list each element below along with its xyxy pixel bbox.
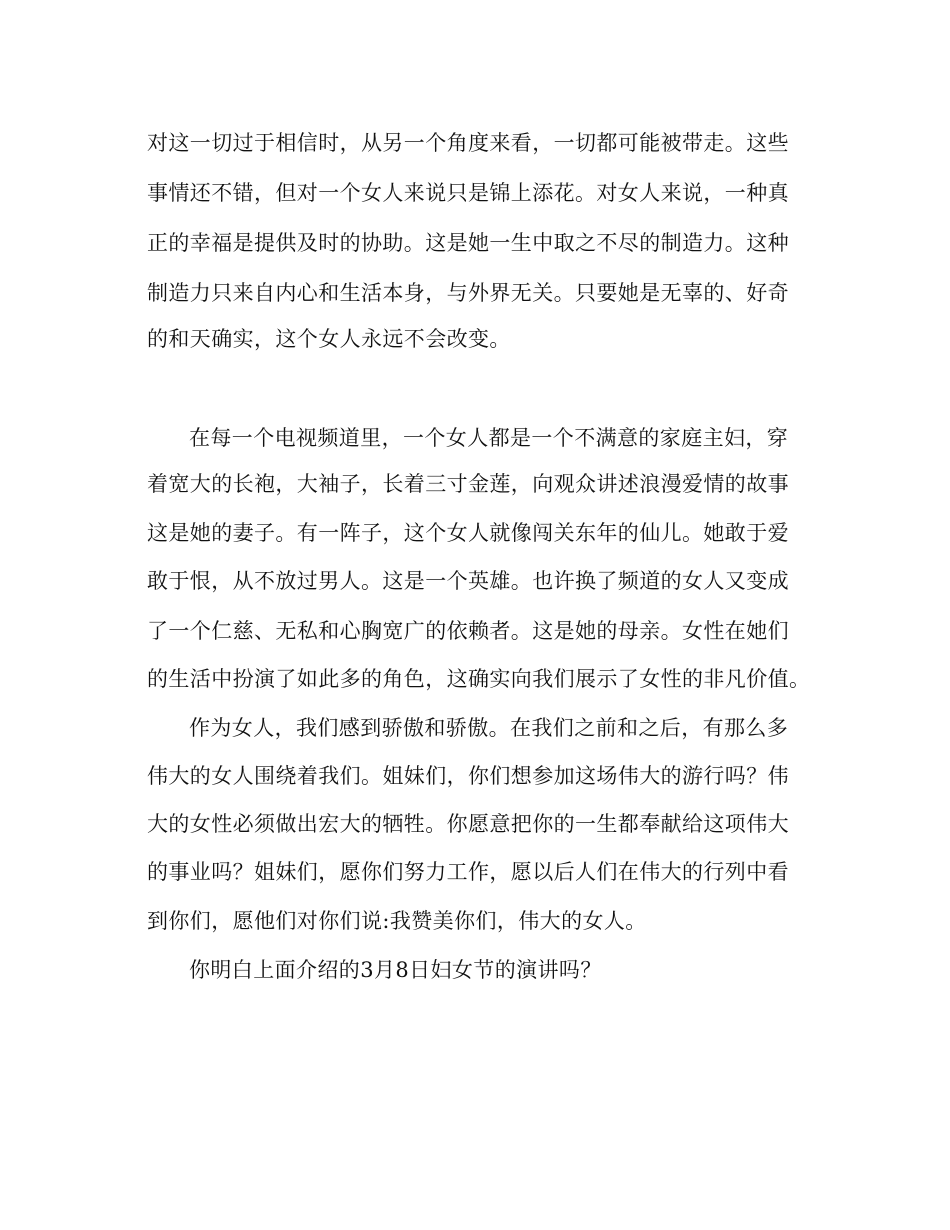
paragraph-line: 的和天确实，这个女人永远不会改变。 bbox=[147, 327, 511, 351]
paragraph-line: 这是她的妻子。有一阵子，这个女人就像闯关东年的仙儿。她敢于爱 bbox=[147, 521, 789, 545]
paragraph-line: 伟大的女人围绕着我们。姐妹们，你们想参加这场伟大的游行吗？伟 bbox=[147, 764, 789, 788]
paragraph-line: 作为女人，我们感到骄傲和骄傲。在我们之前和之后，有那么多 bbox=[189, 716, 789, 740]
paragraph-line: 在每一个电视频道里，一个女人都是一个不满意的家庭主妇，穿 bbox=[189, 426, 789, 450]
paragraph-line: 大的女性必须做出宏大的牺牲。你愿意把你的一生都奉献给这项伟大 bbox=[147, 812, 789, 836]
paragraph-line: 到你们，愿他们对你们说:我赞美你们，伟大的女人。 bbox=[147, 909, 647, 933]
paragraph-line: 正的幸福是提供及时的协助。这是她一生中取之不尽的制造力。这种 bbox=[147, 231, 789, 255]
paragraph-line: 你明白上面介绍的3月8日妇女节的演讲吗？ bbox=[189, 958, 602, 982]
paragraph-line: 了一个仁慈、无私和心胸宽广的依赖者。这是她的母亲。女性在她们 bbox=[147, 619, 789, 643]
paragraph-line: 制造力只来自内心和生活本身，与外界无关。只要她是无辜的、好奇 bbox=[147, 281, 789, 305]
paragraph-line: 着宽大的长袍，大袖子，长着三寸金莲，向观众讲述浪漫爱情的故事 bbox=[147, 472, 789, 496]
paragraph-line: 事情还不错，但对一个女人来说只是锦上添花。对女人来说，一种真 bbox=[147, 181, 789, 205]
paragraph-line: 敢于恨，从不放过男人。这是一个英雄。也许换了频道的女人又变成 bbox=[147, 569, 789, 593]
paragraph-line: 对这一切过于相信时，从另一个角度来看，一切都可能被带走。这些 bbox=[147, 131, 789, 155]
paragraph-line: 的生活中扮演了如此多的角色，这确实向我们展示了女性的非凡价值。 bbox=[147, 667, 811, 691]
paragraph-line: 的事业吗？姐妹们，愿你们努力工作，愿以后人们在伟大的行列中看 bbox=[147, 860, 789, 884]
